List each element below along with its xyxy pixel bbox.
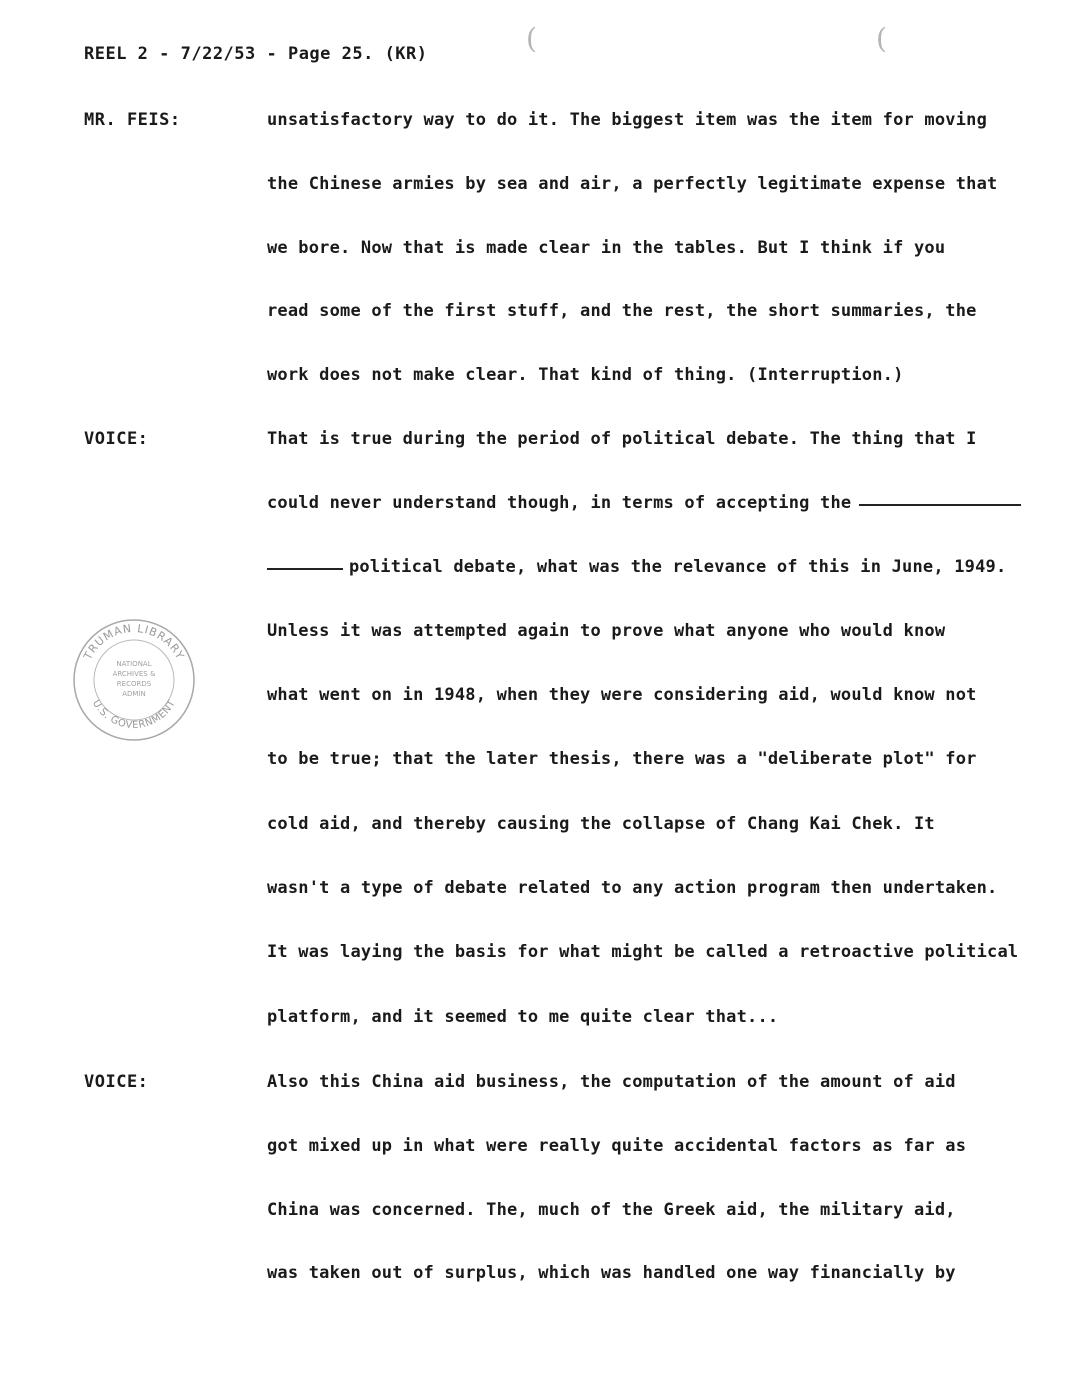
text-line: we bore. Now that is made clear in the tables. But I think if you bbox=[267, 238, 946, 258]
text-line: what went on in 1948, when they were considering aid, would know not bbox=[267, 685, 977, 705]
text-line: was taken out of surplus, which was handled one way financially by bbox=[267, 1263, 956, 1283]
blank-underline bbox=[859, 503, 1021, 506]
stamp-bottom-text: U.S. GOVERNMENT bbox=[89, 698, 179, 732]
text-line: the Chinese armies by sea and air, a perfectly legitimate expense that bbox=[267, 174, 998, 194]
text-segment: political debate, what was the relevance of this in June, 1949. bbox=[349, 557, 1007, 577]
text-line: work does not make clear. That kind of thing. (Interruption.) bbox=[267, 365, 904, 385]
svg-text:U.S. GOVERNMENT bbox=[90, 698, 178, 731]
text-line: Unless it was attempted again to prove what anyone who would know bbox=[267, 621, 946, 641]
speaker-label-feis: MR. FEIS: bbox=[84, 110, 181, 130]
speaker-label-voice: VOICE: bbox=[84, 1072, 149, 1092]
text-line: China was concerned. The, much of the Greek aid, the military aid, bbox=[267, 1200, 956, 1220]
stamp-center-line: ARCHIVES & bbox=[112, 670, 156, 678]
blank-underline bbox=[267, 567, 343, 570]
text-line-with-blank bbox=[267, 493, 1037, 513]
stamp-center-line: ADMIN bbox=[122, 690, 146, 698]
margin-mark-left: ( bbox=[526, 22, 537, 55]
text-line: wasn't a type of debate related to any action program then undertaken. bbox=[267, 878, 998, 898]
text-line: platform, and it seemed to me quite clear that... bbox=[267, 1007, 779, 1027]
page-header: REEL 2 - 7/22/53 - Page 25. (KR) bbox=[84, 44, 428, 64]
archive-stamp-seal bbox=[70, 616, 198, 744]
text-line: read some of the first stuff, and the rest, the short summaries, the bbox=[267, 301, 977, 321]
text-line: unsatisfactory way to do it. The biggest item was the item for moving bbox=[267, 110, 988, 130]
text-line: to be true; that the later thesis, there was a "deliberate plot" for bbox=[267, 749, 977, 769]
margin-mark-right: ( bbox=[876, 22, 887, 55]
text-line: That is true during the period of political debate. The thing that I bbox=[267, 429, 977, 449]
text-line: got mixed up in what were really quite accidental factors as far as bbox=[267, 1136, 967, 1156]
stamp-top-text: TRUMAN LIBRARY bbox=[81, 621, 187, 662]
text-line-with-blank bbox=[267, 557, 1037, 577]
text-line: cold aid, and thereby causing the collapse of Chang Kai Chek. It bbox=[267, 814, 935, 834]
stamp-center-line: RECORDS bbox=[116, 680, 152, 688]
text-line: Also this China aid business, the computation of the amount of aid bbox=[267, 1072, 956, 1092]
svg-text:TRUMAN LIBRARY bbox=[81, 622, 187, 663]
text-line: It was laying the basis for what might be called a retroactive political bbox=[267, 942, 1019, 962]
stamp-center-line: NATIONAL bbox=[116, 660, 152, 668]
text-segment: could never understand though, in terms of accepting the bbox=[267, 493, 852, 513]
speaker-label-voice: VOICE: bbox=[84, 429, 149, 449]
